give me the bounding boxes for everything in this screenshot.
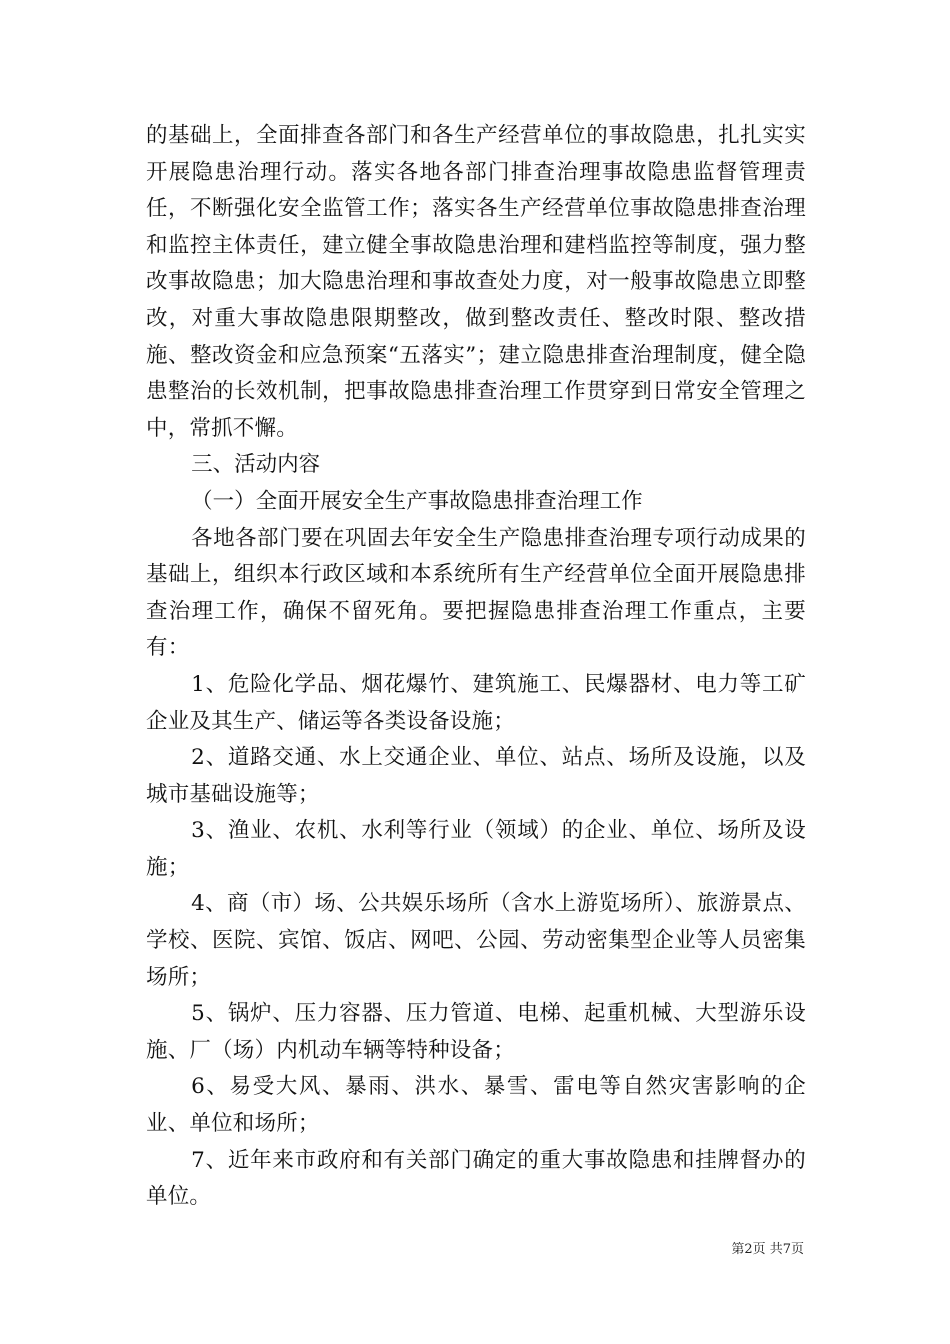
paragraph-continuation: 的基础上，全面排查各部门和各生产经营单位的事故隐患，扎扎实实开展隐患治理行动。落实各地各部门排查治理事故隐患监督管理责任，不断强化安全监管工作；落实各生产经营单位事故隐患排查治理和监控主体责任，建立健全事故隐患治理和建档监控等制度，强力整改事故隐患；加大隐患治理和事故查处力度，对一般事故隐患立即整改，对重大事故隐患限期整改，做到整改责任、整改时限、整改措施、整改资金和应急预案“五落实”；建立隐患排查治理制度，健全隐患整治的长效机制，把事故隐患排查治理工作贯穿到日常安全管理之中，常抓不懈。	[146, 123, 806, 441]
list-item: 5、锅炉、压力容器、压力管道、电梯、起重机械、大型游乐设施、厂（场）内机动车辆等特种设备；	[146, 1001, 806, 1063]
list-item: 3、渔业、农机、水利等行业（领域）的企业、单位、场所及设施；	[146, 818, 806, 880]
page-number-footer: 第2页 共7页	[731, 1242, 804, 1257]
document-page	[146, 118, 806, 1216]
section-heading: 三、活动内容	[191, 452, 321, 478]
list-item: 1、危险化学品、烟花爆竹、建筑施工、民爆器材、电力等工矿企业及其生产、储运等各类设备设施；	[146, 671, 806, 734]
paragraph-body: 各地各部门要在巩固去年安全生产隐患排查治理专项行动成果的基础上，组织本行政区域和本系统所有生产经营单位全面开展隐患排查治理工作，确保不留死角。要把握隐患排查治理工作重点，主要有：	[146, 525, 806, 661]
subsection-heading: （一）全面开展安全生产事故隐患排查治理工作	[191, 488, 643, 514]
list-item: 2、道路交通、水上交通企业、单位、站点、场所及设施，以及城市基础设施等；	[146, 745, 806, 807]
list-item: 4、商（市）场、公共娱乐场所（含水上游览场所）、旅游景点、学校、医院、宾馆、饭店、网吧、公园、劳动密集型企业等人员密集场所；	[146, 891, 806, 990]
list-item: 6、易受大风、暴雨、洪水、暴雪、雷电等自然灾害影响的企业、单位和场所；	[146, 1074, 806, 1137]
list-item: 7、近年来市政府和有关部门确定的重大事故隐患和挂牌督办的单位。	[146, 1147, 806, 1210]
